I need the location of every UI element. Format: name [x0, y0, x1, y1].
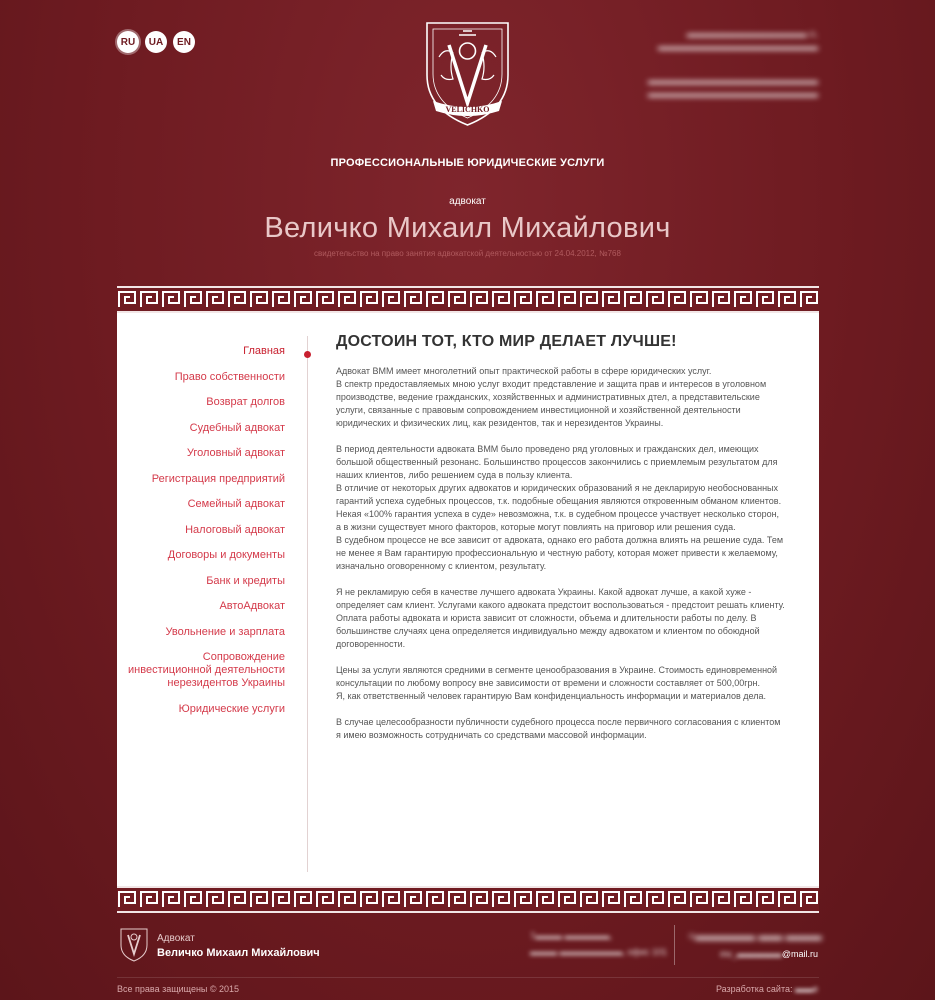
header-contact-line: ▬▬▬▬▬▬▬▬▬▬▬▬▬▬▬▬▬ — [648, 76, 818, 87]
sidebar-item-court-lawyer[interactable]: Судебный адвокат — [189, 421, 285, 434]
footer-separator — [117, 977, 819, 978]
sidebar-item-family-lawyer[interactable]: Семейный адвокат — [187, 498, 285, 510]
lang-ru-button[interactable]: RU — [117, 31, 139, 53]
footer-logo[interactable] — [118, 927, 150, 963]
language-switcher — [117, 31, 195, 53]
lang-en-button[interactable]: EN — [173, 31, 195, 53]
sidebar-item-criminal-lawyer[interactable]: Уголовный адвокат — [186, 447, 285, 459]
developer-link[interactable]: ▬▬e — [794, 984, 818, 994]
svg-text:VELICHKO: VELICHKO — [445, 105, 490, 114]
main-content — [336, 333, 786, 755]
footer-phone[interactable]: +▬▬▬▬▬ ▬▬ ▬▬▬ — [688, 929, 822, 943]
sidebar-nav — [117, 345, 285, 728]
copyright-text: Все права защищены © 2015 — [117, 984, 240, 994]
lawyer-name: Величко Михаил Михайлович — [264, 212, 671, 244]
footer-divider — [674, 925, 675, 965]
sidebar-item-investment-support[interactable]: Сопровождение инвестиционной деятельности нерезидентов Украины — [128, 651, 285, 689]
footer-role: Адвокат — [157, 933, 195, 944]
velichko-crest-logo[interactable] — [419, 17, 516, 131]
lawyer-role: адвокат — [449, 196, 486, 207]
header-contact-line: ▬▬▬▬▬▬▬▬▬▬▬▬▬▬▬▬ — [658, 42, 818, 53]
sidebar-item-dismissal-salary[interactable]: Увольнение и зарплата — [165, 625, 285, 638]
active-item-indicator — [304, 351, 311, 358]
sidebar-item-legal-services[interactable]: Юридические услуги — [178, 702, 285, 715]
content-paragraph: В период деятельности адвоката ВММ было проведено ряд уголовных и гражданских дел, имеющих большой общественный резонанс. Большинство процессов закончились с приемлемым результатом для наших клиентов, либо решением суда в пользу клиента. В отличие от некоторых других адвокатов и юридических образований я не декларирую необоснованных гарантий успеха судебных процессов, т.к. подобные обещания являются откровенным обманом клиентов. Некая «100% гарантия успеха в суде» невозможна, т.к. в судебном процессе участвует несколько сторон, а в жизни существует много факторов, которые могут повлиять на приговор или решения суда. В судебном процессе не все зависит от адвоката, однако его работа должна влиять на решение суда. Тем не менее я Вам гарантирую профессиональную и честную работу, которая может привести к желаемому, изначально оговоренному с клиентом, результату. — [336, 444, 784, 571]
footer-name: Величко Михаил Михайлович — [157, 947, 320, 959]
footer-email[interactable] — [720, 949, 818, 959]
content-heading: ДОСТОИН ТОТ, КТО МИР ДЕЛАЕТ ЛУЧШЕ! — [336, 333, 677, 350]
site-tagline: ПРОФЕССИОНАЛЬНЫЕ ЮРИДИЧЕСКИЕ УСЛУГИ — [330, 157, 605, 169]
sidebar-item-property-rights[interactable]: Право собственности — [174, 370, 285, 383]
header-contact-line: ▬▬▬▬▬▬▬▬▬▬▬▬▬▬▬▬▬ — [648, 89, 818, 100]
greek-key-border-bottom — [117, 886, 819, 913]
footer-email-domain: @mail.ru — [781, 949, 818, 959]
developer-label: Разработка сайта: — [715, 984, 793, 994]
sidebar-item-company-registration[interactable]: Регистрация предприятий — [151, 472, 285, 485]
developer-credit — [716, 984, 818, 994]
content-paragraph: Адвокат ВММ имеет многолетний опыт практической работы в сфере юридических услуг. В спектр предоставляемых мною услуг входит представление и защита прав и интересов в уголовном производстве, ведение гражданских, хозяйственных и административных дтел, а представительские услуги, связанные с правовым сопровождением инвестиционной и хозяйственной деятельности юридических и физических лиц, как резидентов, так и нерезидентов Украины. — [336, 366, 767, 428]
sidebar-item-auto-lawyer[interactable]: АвтоАдвокат — [219, 600, 285, 612]
header-contact-line: ▬▬▬▬▬▬▬▬▬▬▬▬ н, — [686, 29, 818, 40]
content-paragraph: В случае целесообразности публичности судебного процесса после первичного согласования с клиентом я имею возможность сотрудничать со средствами массовой информации. — [336, 717, 781, 740]
footer-address-line: 7▬▬▬ ▬▬▬▬▬, — [530, 931, 613, 941]
sidebar-item-tax-lawyer[interactable]: Налоговый адвокат — [185, 523, 285, 536]
certificate-note: свидетельство на право занятия адвокатской деятельностью от 24.04.2012, №768 — [314, 249, 621, 258]
sidebar-item-bank-credits[interactable]: Банк и кредиты — [206, 574, 285, 587]
sidebar-item-debt-recovery[interactable]: Возврат долгов — [206, 396, 285, 408]
footer-address-line: ▬▬▬ ▬▬▬▬▬▬▬, офис 101 — [530, 947, 667, 957]
sidebar-divider — [307, 336, 308, 872]
footer-email-user: mv_▬▬▬▬▬ — [719, 949, 782, 959]
lang-ua-button[interactable]: UA — [145, 31, 167, 53]
content-paragraph: Цены за услуги являются средними в сегменте ценообразования в Украине. Стоимость единовременной консультации по любому вопросу вне зависимости от времени и сложности составляет от 500,00грн. Я, как ответственный человек гарантирую Вам конфиденциальность информации и материалов дела. — [336, 665, 778, 701]
sidebar-item-home[interactable]: Главная — [243, 345, 285, 357]
greek-key-border-top — [117, 286, 819, 313]
sidebar-item-contracts[interactable]: Договоры и документы — [167, 549, 285, 561]
content-paragraph: Я не рекламирую себя в качестве лучшего адвоката Украины. Какой адвокат лучше, а какой хуже - определяет сам клиент. Услугами какого адвоката предстоит воспользоваться - предстоит решать клиенту. Оплата работы адвоката и юриста зависит от сложности, объема и длительности работы по делу. В большинстве случаях цена определяется индивидуально между адвокатом и клиентом по обоюдной договоренности. — [336, 587, 785, 649]
